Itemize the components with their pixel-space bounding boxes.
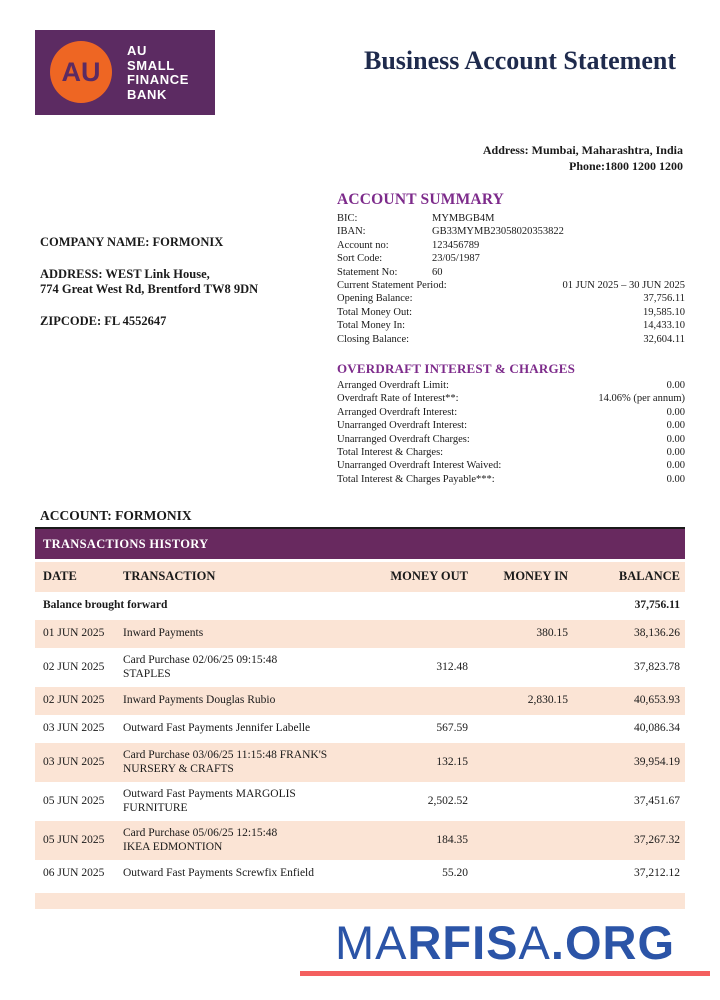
summary-field-label: Closing Balance: [337, 333, 410, 345]
cell-date: 06 JUN 2025 [43, 867, 105, 880]
cell-money-in: 380.15 [536, 627, 568, 640]
summary-field-value: 14,433.10 [643, 320, 685, 332]
table-row [35, 860, 685, 888]
transaction-line: Inward Payments [123, 627, 204, 640]
summary-field-label: Arranged Overdraft Interest: [337, 406, 458, 418]
overdraft-section [337, 361, 685, 486]
summary-field-value: 123456789 [432, 239, 480, 251]
column-header-money-out: MONEY OUT [390, 569, 468, 584]
cell-transaction [123, 716, 363, 742]
summary-field-label: Current Statement Period: [337, 280, 447, 292]
overdraft-heading: OVERDRAFT INTEREST & CHARGES [337, 361, 576, 376]
cell-transaction [123, 621, 363, 647]
summary-field-label: Account no: [337, 239, 389, 251]
cell-transaction [123, 782, 363, 821]
summary-field-value: MYMBGB4M [432, 213, 495, 224]
cell-money-in: 2,830.15 [527, 694, 568, 707]
summary-field-label: Opening Balance: [337, 293, 413, 305]
summary-field-value: 0.00 [666, 473, 685, 485]
cell-balance: 40,086.34 [634, 722, 680, 735]
bank-logo-circle [50, 41, 112, 103]
table-row [35, 687, 685, 715]
summary-field [337, 392, 685, 405]
cell-balance: 40,653.93 [634, 694, 680, 707]
cell-date: 01 JUN 2025 [43, 627, 105, 640]
summary-field-label: Total Money In: [337, 320, 406, 332]
transactions-history-band: TRANSACTIONS HISTORY [35, 529, 685, 559]
summary-field-value: 60 [432, 266, 443, 278]
transaction-line: Outward Fast Payments MARGOLIS FURNITURE [123, 788, 296, 814]
summary-field [337, 266, 685, 279]
column-header-transaction: TRANSACTION [123, 569, 216, 584]
summary-field [337, 433, 685, 446]
summary-field-value: 32,604.11 [643, 333, 685, 345]
bank-logo-monogram: AU [61, 56, 101, 87]
summary-field [337, 292, 685, 305]
column-header-balance: BALANCE [618, 569, 680, 584]
footer-wordmark-segment: MA [334, 916, 408, 969]
summary-field-label: Statement No: [337, 266, 398, 278]
summary-field-label: Total Interest & Charges: [337, 447, 444, 459]
table-row [35, 715, 685, 743]
transaction-line: Card Purchase 02/06/25 09:15:48 [123, 654, 278, 666]
summary-field [337, 379, 685, 392]
summary-field-value: 0.00 [666, 420, 685, 432]
company-zip-line: ZIPCODE: FL 4552647 [40, 314, 167, 328]
cell-date: 03 JUN 2025 [43, 755, 105, 768]
footer-logo [300, 918, 710, 976]
balance-brought-forward-row [35, 592, 685, 620]
cell-date: 03 JUN 2025 [43, 722, 105, 735]
summary-field [337, 212, 685, 225]
cell-balance: 37,212.12 [634, 867, 680, 880]
cell-transaction [123, 743, 363, 782]
summary-field-value: 0.00 [666, 433, 685, 445]
summary-field-label: Total Interest & Charges Payable***: [337, 473, 495, 485]
summary-field [337, 459, 685, 472]
summary-field-value: 01 JUN 2025 – 30 JUN 2025 [562, 280, 685, 292]
summary-field-label: Overdraft Rate of Interest**: [337, 393, 459, 405]
summary-field-value: 37,756.11 [643, 293, 685, 305]
summary-field-value: 0.00 [666, 406, 685, 418]
logo-text-line: FINANCE [127, 72, 189, 87]
cell-date: 05 JUN 2025 [43, 833, 105, 846]
table-row [35, 743, 685, 782]
cell-balance: 37,267.32 [634, 833, 680, 846]
company-name-line: COMPANY NAME: FORMONIX [40, 235, 224, 249]
summary-field-label: Arranged Overdraft Limit: [337, 380, 449, 391]
summary-field-value: 19,585.10 [643, 306, 685, 318]
company-address-line2: 774 Great West Rd, Brentford TW8 9DN [40, 282, 259, 296]
footer-wordmark-segment: RFIS [407, 916, 519, 969]
summary-field-value: 0.00 [666, 380, 685, 391]
transactions-body [35, 620, 685, 909]
table-row [35, 648, 685, 687]
transaction-line: IKEA EDMONTION [123, 840, 223, 853]
bank-contact-block [483, 142, 683, 174]
summary-field-value: GB33MYMB23058020353822 [432, 226, 564, 238]
summary-field-label: Total Money Out: [337, 306, 413, 318]
cell-balance: 37,451.67 [634, 794, 680, 807]
page-title: Business Account Statement [363, 46, 676, 75]
summary-field [337, 239, 685, 252]
transactions-table [35, 527, 685, 909]
cell-balance: 39,954.19 [634, 755, 680, 768]
spacer [40, 297, 258, 314]
bank-logo [35, 30, 215, 115]
cell-balance: 37,823.78 [634, 660, 680, 673]
summary-field-value: 14.06% (per annum) [598, 393, 685, 405]
summary-field-label: Unarranged Overdraft Charges: [337, 433, 470, 445]
logo-text [127, 44, 189, 102]
table-filler-row [35, 893, 685, 909]
transaction-line: STAPLES [123, 667, 171, 680]
logo-text-line: SMALL [127, 57, 175, 73]
summary-field [337, 446, 685, 459]
footer-wordmark [300, 918, 710, 968]
transaction-line: Card Purchase 03/06/25 11:15:48 FRANK'S [123, 749, 328, 761]
balance-brought-forward-value: 37,756.11 [634, 599, 680, 612]
summary-field-label: Sort Code: [337, 253, 383, 265]
summary-field-label: IBAN: [337, 226, 366, 238]
table-row [35, 782, 685, 821]
summary-field [337, 306, 685, 319]
column-header-date: DATE [43, 569, 77, 584]
summary-field-label: BIC: [337, 213, 358, 224]
transaction-line: Outward Fast Payments Jennifer Labelle [123, 722, 311, 735]
account-summary-heading: ACCOUNT SUMMARY [337, 191, 505, 208]
summary-field [337, 333, 685, 346]
cell-money-out: 132.15 [436, 755, 468, 768]
cell-transaction [123, 648, 363, 687]
cell-money-out: 2,502.52 [427, 794, 468, 807]
table-header-row [35, 562, 685, 592]
cell-money-out: 55.20 [442, 867, 468, 880]
cell-transaction [123, 821, 363, 860]
bank-address-line: Address: Mumbai, Maharashtra, India [482, 143, 683, 157]
summary-field-value: 0.00 [666, 447, 685, 459]
transaction-line: NURSERY & CRAFTS [123, 762, 234, 775]
transaction-line: Card Purchase 05/06/25 12:15:48 [123, 827, 278, 839]
spacer [40, 250, 258, 267]
summary-field-label: Unarranged Overdraft Interest Waived: [337, 460, 502, 472]
cell-transaction [123, 688, 363, 714]
transaction-line: Outward Fast Payments Screwfix Enfield [123, 867, 314, 880]
logo-text-line: AU [127, 43, 147, 58]
transaction-line: Inward Payments Douglas Rubio [123, 694, 276, 707]
cell-money-out: 184.35 [436, 833, 468, 846]
bank-phone-line: Phone:1800 1200 1200 [569, 159, 683, 173]
company-block [40, 235, 258, 329]
cell-transaction [123, 861, 363, 887]
company-address-line1: ADDRESS: WEST Link House, [40, 267, 210, 281]
footer-wordmark-segment: .ORG [550, 916, 676, 969]
summary-field-label: Unarranged Overdraft Interest: [337, 420, 468, 432]
summary-field [337, 473, 685, 486]
cell-balance: 38,136.26 [634, 627, 680, 640]
summary-field-value: 23/05/1987 [432, 253, 480, 265]
footer-wordmark-segment: A [518, 916, 551, 969]
table-row [35, 620, 685, 648]
summary-field [337, 279, 685, 292]
summary-field-value: 0.00 [666, 460, 685, 472]
cell-money-out: 312.48 [436, 660, 468, 673]
footer-underline-bar [300, 971, 710, 976]
table-row [35, 821, 685, 860]
summary-field [337, 252, 685, 265]
account-summary-section [337, 191, 685, 346]
cell-date: 02 JUN 2025 [43, 660, 105, 673]
summary-field [337, 319, 685, 332]
logo-text-line: BANK [127, 86, 167, 102]
balance-brought-forward-label: Balance brought forward [43, 599, 168, 612]
summary-field [337, 225, 685, 238]
summary-field [337, 406, 685, 419]
account-summary-fields [337, 212, 685, 346]
cell-date: 02 JUN 2025 [43, 694, 105, 707]
overdraft-fields [337, 379, 685, 486]
account-line: ACCOUNT: FORMONIX [40, 508, 192, 523]
cell-money-out: 567.59 [436, 722, 468, 735]
summary-field [337, 419, 685, 432]
column-header-money-in: MONEY IN [503, 569, 568, 584]
cell-date: 05 JUN 2025 [43, 794, 105, 807]
